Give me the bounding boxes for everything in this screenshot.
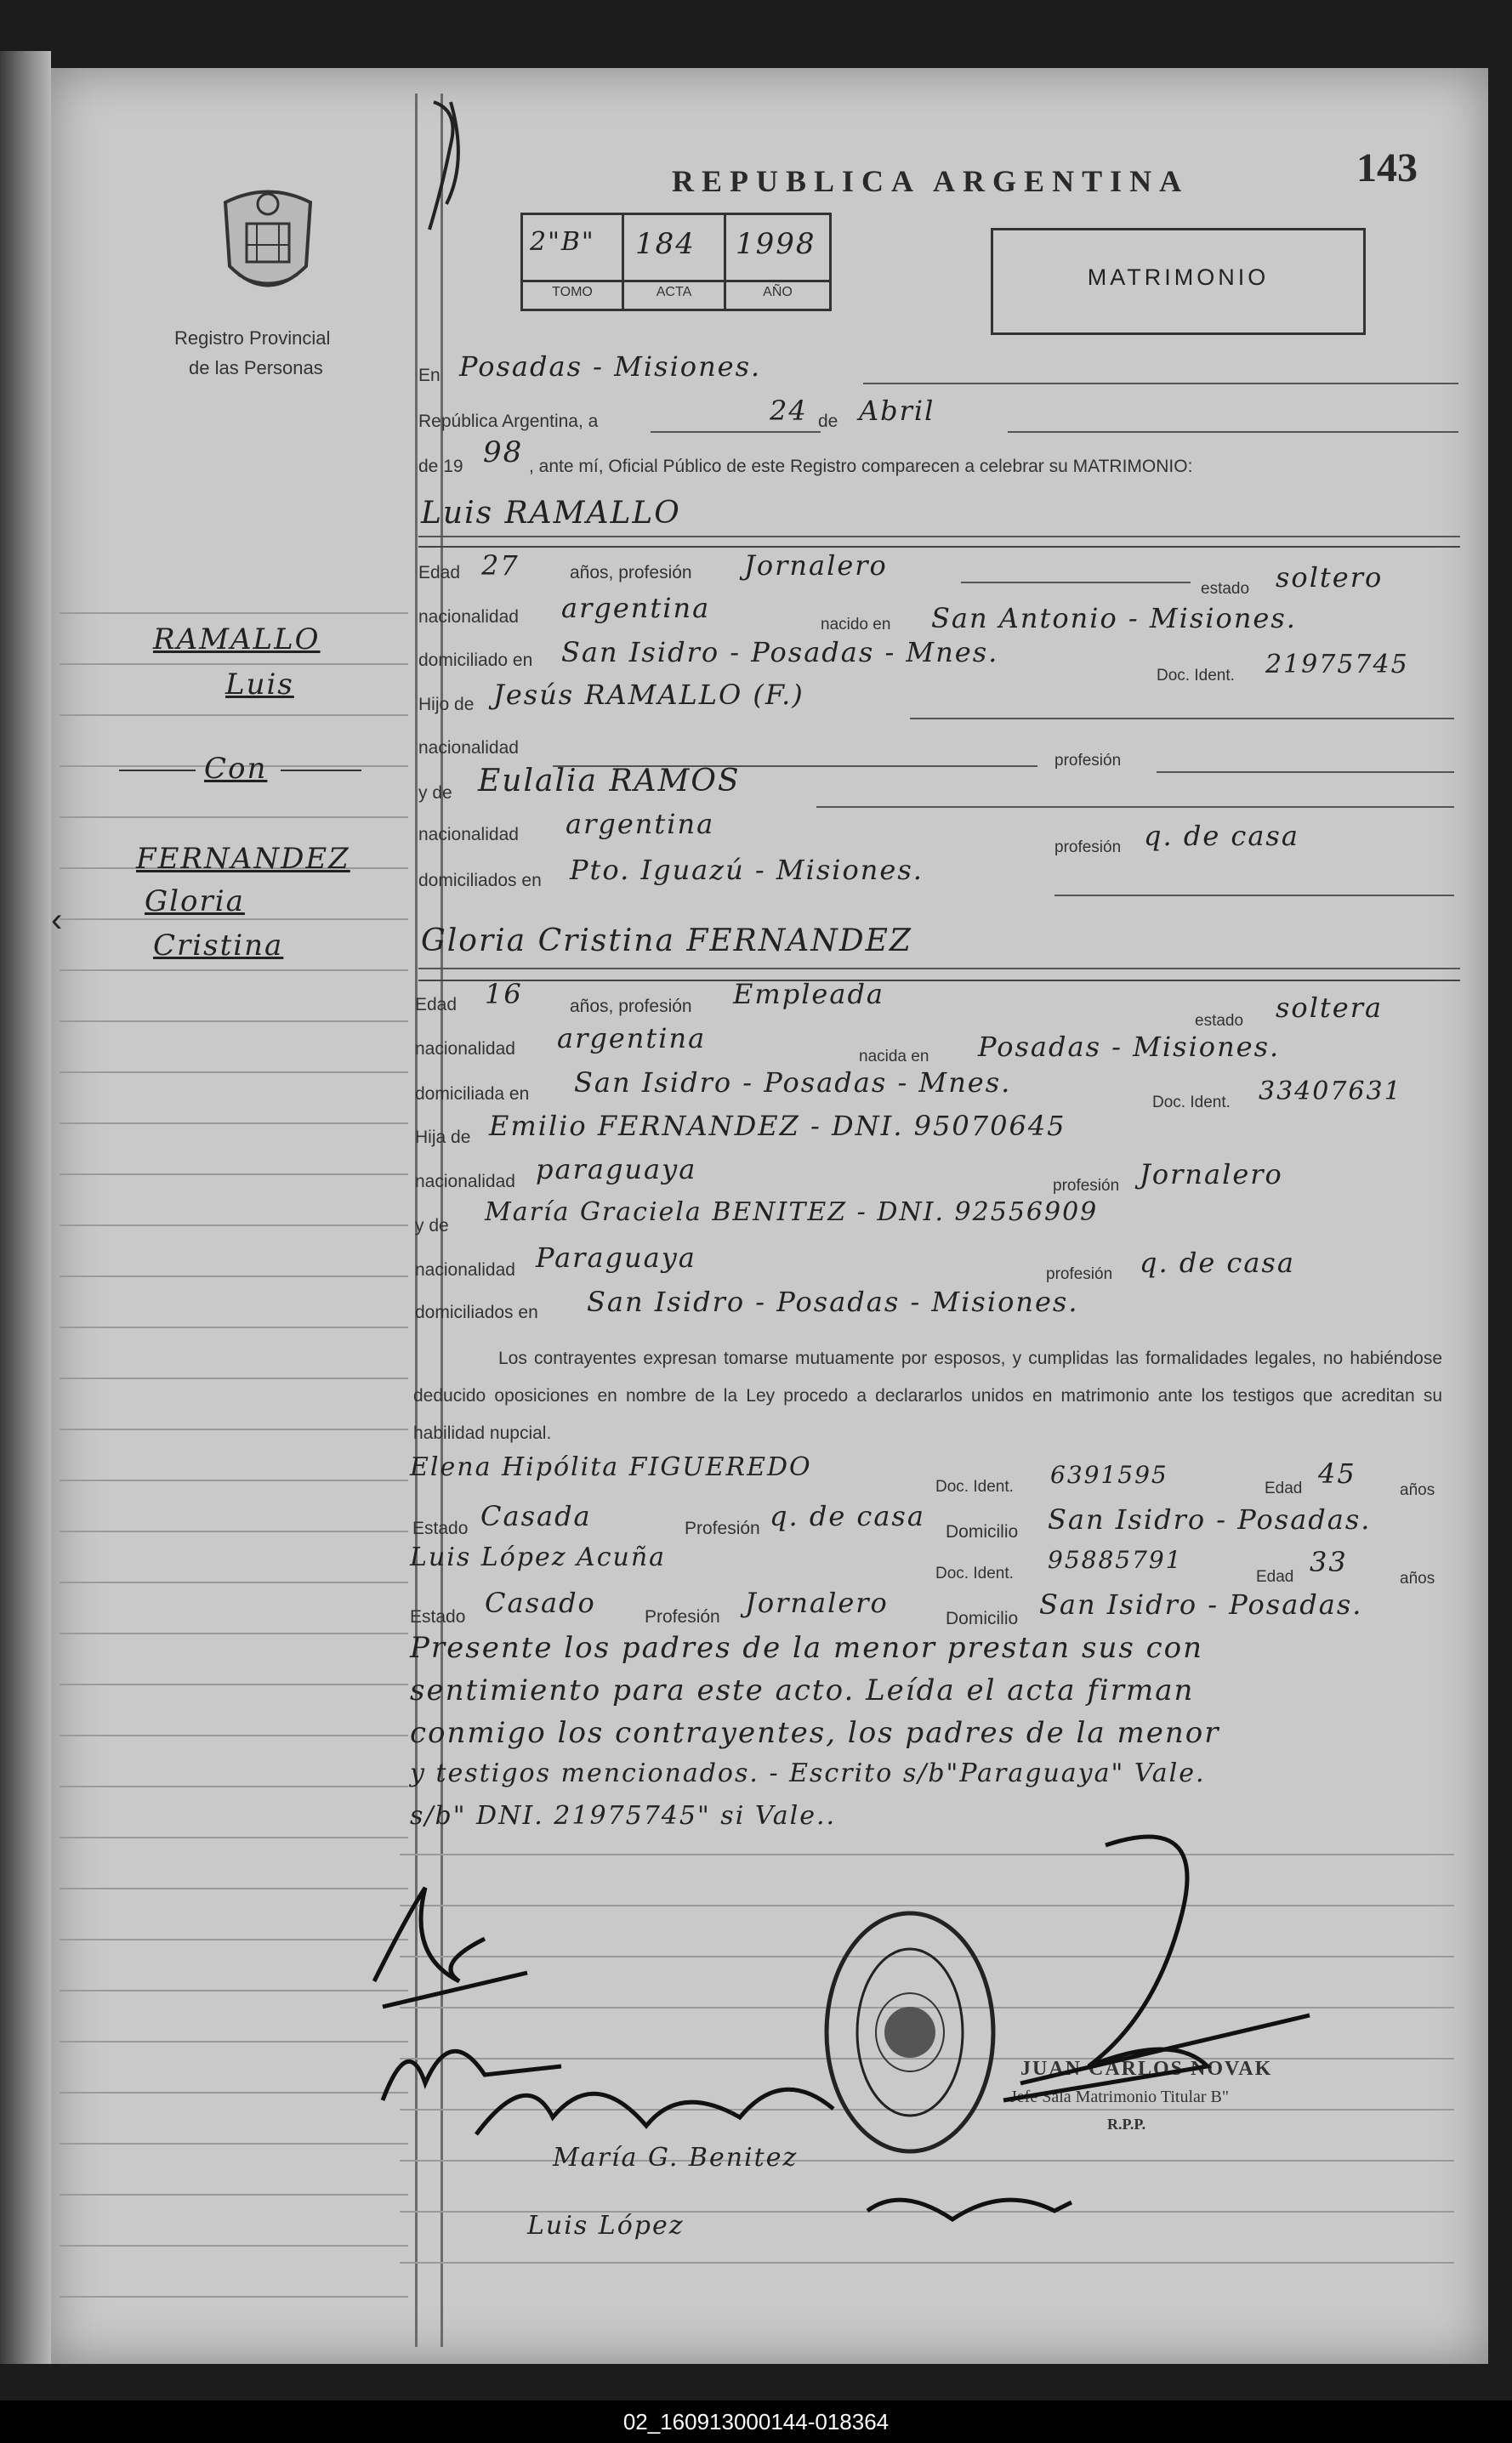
witness1-estado-label: Estado: [412, 1519, 469, 1538]
margin-first-name: Luis: [225, 668, 294, 702]
hija-label: Hija de: [415, 1128, 471, 1147]
edad-label: Edad: [418, 563, 461, 582]
acta-label: ACTA: [656, 285, 692, 299]
bride-mother-nationality: Paraguaya: [536, 1241, 696, 1274]
matrimonio-label: MATRIMONIO: [1087, 264, 1270, 290]
republica-label: República Argentina, a: [418, 412, 599, 431]
bride-birthplace: Posadas - Misiones.: [978, 1031, 1281, 1063]
groom-profession: Jornalero: [744, 549, 888, 582]
bride-name: Gloria Cristina FERNANDEZ: [421, 923, 912, 958]
year-value: 98: [483, 435, 524, 469]
bride-profession: Empleada: [733, 978, 884, 1010]
bride-yde-label: y de: [415, 1216, 449, 1236]
section-divider: [418, 544, 1460, 548]
de19-label: de 19: [418, 457, 463, 476]
witness2-edad-label: Edad: [1256, 1568, 1294, 1586]
fill-line: [863, 381, 1458, 384]
fill-line: [418, 966, 1460, 969]
nacida-en-label: nacida en: [859, 1048, 929, 1065]
witness1-domicilio-label: Domicilio: [946, 1522, 1019, 1542]
fill-line: [418, 534, 1460, 537]
officer-name: JUAN CARLOS NOVAK: [1020, 2058, 1273, 2080]
signature-stroke-4: [1003, 1837, 1310, 2100]
file-id-caption: 02_160913000144-018364: [0, 2400, 1512, 2443]
groom-name: Luis RAMALLO: [421, 496, 681, 531]
groom-birthplace: San Antonio - Misiones.: [931, 602, 1297, 634]
witness1-domicile: San Isidro - Posadas.: [1048, 1503, 1372, 1536]
book-binding: [0, 51, 51, 2364]
hijo-label: Hijo de: [418, 695, 475, 714]
record-reference-box: [520, 213, 832, 311]
witness2-status: Casado: [485, 1587, 596, 1619]
margin-bride-surname: FERNANDEZ: [136, 842, 350, 876]
day-value: 24: [770, 395, 808, 427]
bride-mother-nacionalidad-label: nacionalidad: [415, 1260, 515, 1280]
bride-status: soltera: [1276, 991, 1384, 1024]
witness1-age: 45: [1318, 1457, 1356, 1490]
signature-stroke-1: [374, 1888, 527, 2007]
notes-line3: conmigo los contrayentes, los padres de la menor: [410, 1716, 1220, 1750]
fill-line: [910, 716, 1454, 719]
fill-line: [961, 580, 1191, 583]
signature-stroke-5: [867, 2200, 1071, 2219]
registry-line2: de las Personas: [189, 357, 323, 378]
doc-ident-label: Doc. Ident.: [1157, 667, 1235, 685]
vows-paragraph: Los contrayentes expresan tomarse mutuamente por esposos, y cumplidas las formalidades legales, no habiéndose deducido oposiciones en nombre de la Ley procedo a declararlos unidos en matrimonio ante los testigos que acreditan su habilidad nupcial.: [413, 1349, 1442, 1443]
witness2-doc: 95885791: [1048, 1546, 1183, 1574]
provincial-emblem-icon: [213, 185, 323, 304]
ano-value: 1998: [736, 227, 816, 261]
domiciliado-label: domiciliado en: [418, 651, 533, 670]
margin-dash-left: [119, 770, 196, 771]
nacionalidad-label: nacionalidad: [418, 607, 519, 627]
witness1-anos-label: años: [1400, 1481, 1435, 1499]
father-nacionalidad-label: nacionalidad: [418, 738, 519, 758]
bride-father: Emilio FERNANDEZ - DNI. 95070645: [489, 1110, 1066, 1142]
bride-mother: María Graciela BENITEZ - DNI. 92556909: [485, 1197, 1099, 1227]
witness2-age: 33: [1310, 1546, 1348, 1578]
acta-value: 184: [635, 227, 696, 261]
bride-age: 16: [485, 978, 523, 1010]
witness1-status: Casada: [480, 1500, 592, 1532]
bride-nationality: argentina: [557, 1022, 707, 1054]
notes-line4: y testigos mencionados. - Escrito s/b"Paraguaya" Vale.: [410, 1758, 1206, 1788]
bride-father-profesion-label: profesión: [1053, 1177, 1120, 1195]
margin-dash-right: [281, 770, 361, 771]
mother-nacionalidad-label: nacionalidad: [418, 825, 519, 844]
estado-label: estado: [1201, 580, 1250, 598]
groom-parents-domicile: Pto. Iguazú - Misiones.: [570, 854, 924, 886]
signature-luis: Luis López: [527, 2211, 685, 2241]
de-label: de: [818, 412, 838, 431]
witness2-anos-label: años: [1400, 1570, 1435, 1588]
margin-bride-name1: Gloria: [145, 884, 245, 918]
bride-anos-profesion-label: años, profesión: [570, 997, 692, 1016]
groom-nationality: argentina: [561, 592, 711, 624]
fill-line: [651, 429, 821, 433]
bride-mother-profesion-label: profesión: [1046, 1265, 1113, 1283]
witness1-doc-label: Doc. Ident.: [935, 1478, 1014, 1496]
margin-con: Con: [204, 752, 268, 786]
yde-label: y de: [418, 783, 452, 803]
officer-initials: R.P.P.: [1107, 2116, 1146, 2133]
bride-domicile: San Isidro - Posadas - Mnes.: [574, 1066, 1012, 1099]
bride-father-nacionalidad-label: nacionalidad: [415, 1172, 515, 1191]
en-label: En: [418, 366, 441, 385]
handwritten-mark: [417, 94, 485, 238]
signature-stroke-2: [383, 2051, 561, 2100]
bride-estado-label: estado: [1195, 1012, 1244, 1030]
witness2-profesion-label: Profesión: [645, 1607, 720, 1627]
witness2-domicilio-label: Domicilio: [946, 1609, 1019, 1628]
margin-bride-name2: Cristina: [153, 929, 284, 963]
domiciliados-label: domiciliados en: [418, 871, 542, 890]
notes-line2: sentimiento para este acto. Leída el acta firman: [410, 1673, 1195, 1707]
mother-profesion-label: profesión: [1054, 838, 1122, 856]
tomo-label: TOMO: [552, 285, 593, 299]
registry-line1: Registro Provincial: [174, 327, 331, 349]
witness1-profesion-label: Profesión: [685, 1519, 760, 1538]
notes-line1: Presente los padres de la menor prestan sus con: [410, 1631, 1204, 1665]
groom-age: 27: [481, 549, 520, 582]
bride-domiciliados-label: domiciliados en: [415, 1303, 538, 1322]
intro-text: , ante mí, Oficial Público de este Registro comparecen a celebrar su MATRIMONIO:: [529, 457, 1193, 476]
margin-surname: RAMALLO: [153, 622, 321, 656]
groom-mother-profession: q. de casa: [1144, 820, 1299, 852]
father-profesion-label: profesión: [1054, 752, 1122, 770]
bride-doc: 33407631: [1259, 1077, 1402, 1106]
bride-parents-domicile: San Isidro - Posadas - Misiones.: [587, 1286, 1079, 1318]
groom-father: Jesús RAMALLO (F.): [493, 679, 804, 711]
witness1-edad-label: Edad: [1265, 1480, 1303, 1497]
signature-maria: María G. Benitez: [553, 2143, 799, 2173]
bride-edad-label: Edad: [415, 995, 458, 1014]
anos-profesion-label: años, profesión: [570, 563, 692, 582]
witness2-estado-label: Estado: [410, 1607, 466, 1627]
matrimonio-box: [991, 228, 1366, 335]
officer-title: Jefe Sala Matrimonio Titular B": [1010, 2088, 1230, 2106]
groom-mother-nationality: argentina: [566, 808, 715, 840]
witness1-doc: 6391595: [1050, 1461, 1168, 1489]
notes-line5: s/b" DNI. 21975745" si Vale..: [410, 1801, 837, 1831]
fill-line: [816, 804, 1454, 808]
fill-line: [1157, 770, 1454, 773]
witness2-doc-label: Doc. Ident.: [935, 1565, 1014, 1582]
place-value: Posadas - Misiones.: [459, 350, 762, 383]
signatures-area: [357, 1811, 1403, 2321]
domiciliada-label: domiciliada en: [415, 1084, 530, 1104]
page-number: 143: [1356, 145, 1418, 190]
groom-status: soltero: [1276, 561, 1384, 594]
bride-father-nationality: paraguaya: [536, 1153, 697, 1185]
bride-nacionalidad-label: nacionalidad: [415, 1039, 515, 1059]
witness1-name: Elena Hipólita FIGUEREDO: [410, 1452, 812, 1482]
witness2-profession: Jornalero: [745, 1587, 889, 1619]
groom-domicile: San Isidro - Posadas - Mnes.: [561, 636, 999, 668]
document-title: REPUBLICA ARGENTINA: [672, 164, 1190, 198]
witness1-profession: q. de casa: [770, 1500, 925, 1532]
groom-mother: Eulalia RAMOS: [478, 764, 741, 798]
groom-doc: 21975745: [1265, 650, 1409, 679]
fill-line: [1008, 429, 1458, 433]
nacido-en-label: nacido en: [821, 616, 891, 633]
bride-mother-profession: q. de casa: [1140, 1247, 1295, 1279]
section-divider: [418, 978, 1460, 981]
fill-line: [1054, 893, 1454, 896]
month-value: Abril: [859, 395, 935, 427]
bride-father-profession: Jornalero: [1140, 1158, 1283, 1190]
witness2-name: Luis López Acuña: [410, 1542, 667, 1572]
signature-stroke-3: [476, 2089, 833, 2134]
tomo-value: 2"B": [530, 227, 595, 257]
witness2-domicile: San Isidro - Posadas.: [1039, 1588, 1363, 1621]
margin-bracket: ‹: [51, 901, 63, 939]
bride-doc-label: Doc. Ident.: [1152, 1094, 1231, 1111]
ano-label: AÑO: [763, 285, 793, 299]
